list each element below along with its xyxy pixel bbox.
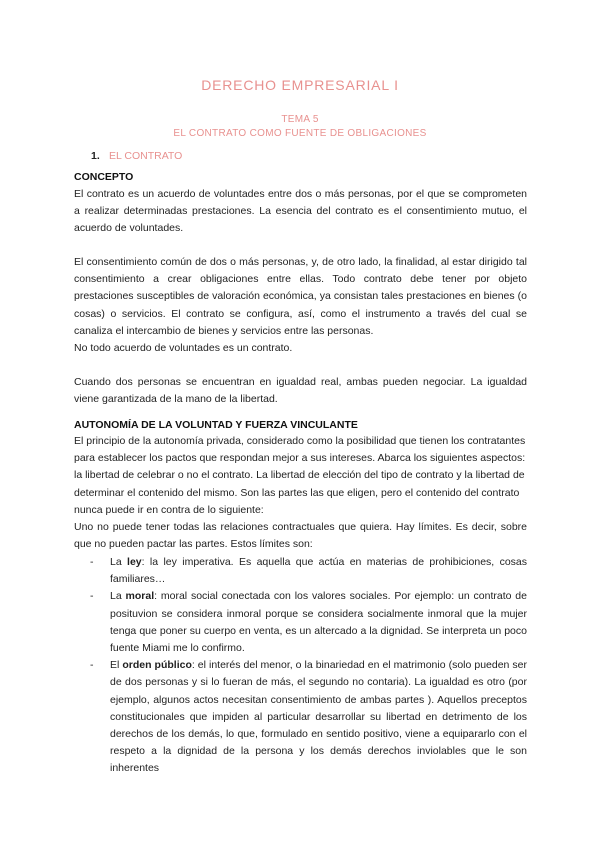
concepto-paragraph-3: Cuando dos personas se encuentran en igualdad real, ambas pueden negociar. La igualdad viene garantizada de la mano de la libertad. — [74, 376, 527, 406]
list-item: - La moral: moral social conectada con los valores sociales. Por ejemplo: un contrato de posituvion se considera inmoral porque se considera socialmente inmoral que la mujer tenga que poner su cuerpo en venta, es un altercado a la dignidad. Se interpreta un poco fuente Miami me lo confirmo. — [90, 590, 527, 655]
section-number: 1. — [91, 150, 100, 162]
list-item: - El orden público: el interés del menor, o la binariedad en el matrimonio (solo pueden ser de dos personas y si lo fueran de más, el segundo no contaria). La igualdad es otro (por ejemplo, algunos actos necesitan consentimiento de ambas partes ). Aquellos preceptos constitucionales que impiden al particular desarrollar su libertad en detrimento de los derechos de los demás, lo que, formulado en sentido positivo, viene a equipararlo con el respeto a la dignidad de la persona y los demás derechos inviolables que le son inherentes — [90, 659, 527, 775]
tema-title: EL CONTRATO COMO FUENTE DE OBLIGACIONES — [173, 128, 427, 139]
keyword: orden público — [122, 659, 192, 672]
autonomia-paragraph-2: Uno no puede tener todas las relaciones contractuales que quiera. Hay límites. Es decir, sobre que no pueden pactar las partes. Estos límites son: — [74, 521, 527, 551]
concepto-paragraph-2b: No todo acuerdo de voluntades es un contrato. — [74, 342, 293, 354]
concepto-paragraph-1: El contrato es un acuerdo de voluntades entre dos o más personas, por el que se comprometen a realizar determinadas prestaciones. La esencia del contrato es el consentimiento mutuo, el acuerdo de voluntades. — [74, 188, 527, 235]
section-heading — [91, 150, 182, 162]
section-label: EL CONTRATO — [109, 150, 183, 162]
list-item: - La ley: la ley imperativa. Es aquella que actúa en materias de prohibiciones, cosas familiares… — [90, 556, 527, 586]
autonomia-paragraph-1: El principio de la autonomía privada, considerado como la posibilidad que tienen los contratantes para establecer los pactos que respondan mejor a sus intereses. Abarca los siguientes aspectos: la libertad de celebrar o no el contrato. La libertad de elección del tipo de contrato y la libertad de determinar el contenido del mismo. Son las partes las que eligen, pero el contenido del contrato nunca puede ir en contra de lo siguiente: — [74, 435, 526, 516]
limits-list — [90, 554, 527, 778]
autonomia-heading: AUTONOMÍA DE LA VOLUNTAD Y FUERZA VINCULANTE — [74, 419, 358, 431]
tema-number: TEMA 5 — [281, 114, 319, 125]
document-title: DERECHO EMPRESARIAL I — [201, 77, 399, 93]
keyword: moral — [125, 590, 155, 603]
concepto-heading: CONCEPTO — [74, 171, 134, 183]
keyword: ley — [127, 556, 142, 568]
concepto-paragraph-2: El consentimiento común de dos o más personas, y, de otro lado, la finalidad, al estar dirigido tal consentimiento a crear obligaciones entre ellas. Todo contrato debe tener por objeto prestaciones susceptibles de valoración económica, ya consistan tales prestaciones en bienes (o cosas) o servicios. El contrato se configura, así, como el instrumento a través del cual se canaliza el intercambio de bienes y servicios entre las personas. — [74, 256, 527, 337]
